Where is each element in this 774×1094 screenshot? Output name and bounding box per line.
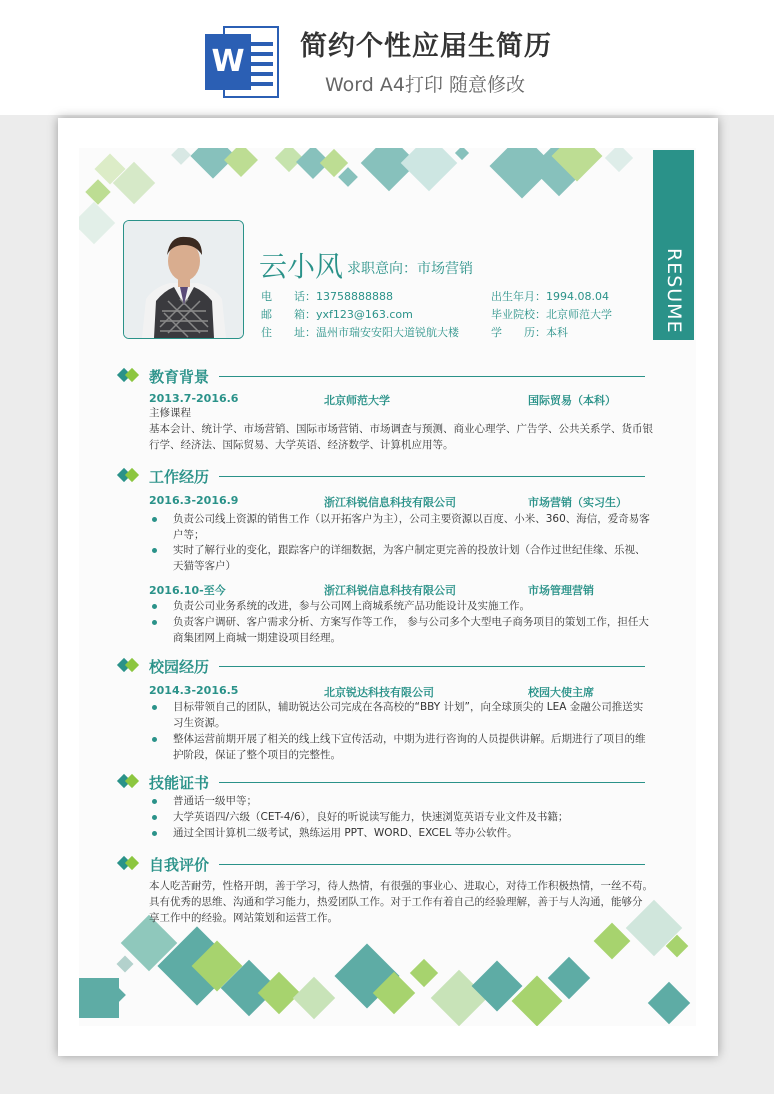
- contact-phone: 电 话：13758888888: [261, 290, 393, 303]
- template-subtitle: Word A4打印 随意修改: [325, 74, 526, 96]
- resume-page: [79, 148, 696, 1026]
- applicant-name: 云小风: [259, 250, 344, 283]
- section-heading: 工作经历: [149, 468, 210, 486]
- course-label: 主修课程: [149, 407, 191, 419]
- list-item: 大学英语四/六级（CET-4/6），良好的听说读写能力，快速浏览英语专业文件及书籍；: [149, 809, 568, 825]
- self-line: 本人吃苦耐劳，性格开朗，善于学习，待人热情，有很强的事业心、进取心，对待工作积极热情，一丝不苟。: [149, 880, 653, 892]
- list-item: 负责客户调研、客户需求分析、方案写作等工作， 参与公司多个大型电子商务项目的策划工作，担任大 商集团网上商城一期建设项目经理。: [149, 614, 649, 646]
- list-item: 负责公司线上资源的销售工作（以开拓客户为主），公司主要资源以百度、小米、360、海信，爱奇易客 户等；: [149, 511, 650, 543]
- self-line: 具有优秀的思维、沟通和学习能力，热爱团队工作。对于工作有着自己的经验理解，善于与人沟通，能够分: [149, 896, 643, 908]
- promo-header: [0, 0, 774, 115]
- job-company: 浙江科锐信息科技有限公司: [324, 584, 456, 597]
- section-heading: 技能证书: [149, 774, 210, 792]
- contact-address: 住 址：温州市瑞安安阳大道锐航大楼: [261, 326, 459, 339]
- contact-birth: 出生年月：1994.08.04: [491, 290, 609, 303]
- section-work: [119, 466, 645, 486]
- contact-email: 邮 箱：yxf123@163.com: [261, 308, 413, 321]
- self-line: 享工作中的经验。网站策划和运营工作。: [149, 912, 338, 924]
- education-date: 2013.7-2016.6: [149, 392, 239, 405]
- section-heading: 教育背景: [149, 368, 210, 386]
- list-item: 通过全国计算机二级考试，熟练运用 PPT、WORD、EXCEL 等办公软件。: [149, 825, 518, 841]
- section-heading: 校园经历: [149, 658, 210, 676]
- section-education: [119, 366, 645, 386]
- job-company: 浙江科锐信息科技有限公司: [324, 496, 456, 509]
- education-major: 国际贸易（本科）: [528, 394, 616, 407]
- profile-photo: [123, 220, 244, 339]
- person-image: [124, 221, 243, 338]
- job-role: 市场营销（实习生）: [528, 496, 627, 509]
- course-line: 基本会计、统计学、市场营销、国际市场营销、市场调查与预测、商业心理学、广告学、公共关系学、货币银: [149, 423, 653, 435]
- list-item: 负责公司业务系统的改进，参与公司网上商城系统产品功能设计及实施工作。: [149, 598, 530, 614]
- section-heading: 自我评价: [149, 856, 210, 874]
- campus-role: 校园大使主席: [528, 686, 594, 699]
- contact-school: 毕业院校：北京师范大学: [491, 308, 612, 321]
- campus-company: 北京锐达科技有限公司: [324, 686, 434, 699]
- course-line: 行学、经济法、国际贸易、大学英语、经济数学、计算机应用等。: [149, 439, 454, 451]
- job-role: 市场管理营销: [528, 584, 594, 597]
- word-icon: [205, 26, 279, 98]
- list-item: 整体运营前期开展了相关的线上线下宣传活动，中期为进行咨询的人员提供讲解。后期进行了项目的维 护阶段，保证了整个项目的完整性。: [149, 731, 646, 763]
- list-item: 实时了解行业的变化，跟踪客户的详细数据，为客户制定更完善的投放计划（合作过世纪佳缘、乐视、 天猫等客户）: [149, 542, 646, 574]
- contact-degree: 学 历：本科: [491, 326, 568, 339]
- job-date: 2016.10-至今: [149, 584, 226, 597]
- resume-tab: [653, 150, 694, 340]
- list-item: 普通话一级甲等；: [149, 793, 257, 809]
- section-campus: [119, 656, 645, 676]
- job-date: 2016.3-2016.9: [149, 494, 239, 507]
- campus-date: 2014.3-2016.5: [149, 684, 239, 697]
- job-intent: 求职意向：市场营销: [347, 261, 473, 277]
- list-item: 目标带领自己的团队，辅助锐达公司完成在各高校的“BBY 计划”，向全球顶尖的 LEA 金融公司推送实 习生资源。: [149, 699, 643, 731]
- resume-tab-label: RESUME: [663, 248, 685, 334]
- section-skills: [119, 772, 645, 792]
- word-icon-letter: W: [205, 34, 251, 90]
- education-school: 北京师范大学: [324, 394, 390, 407]
- section-self: [119, 854, 645, 874]
- template-title: 简约个性应届生简历: [300, 31, 552, 62]
